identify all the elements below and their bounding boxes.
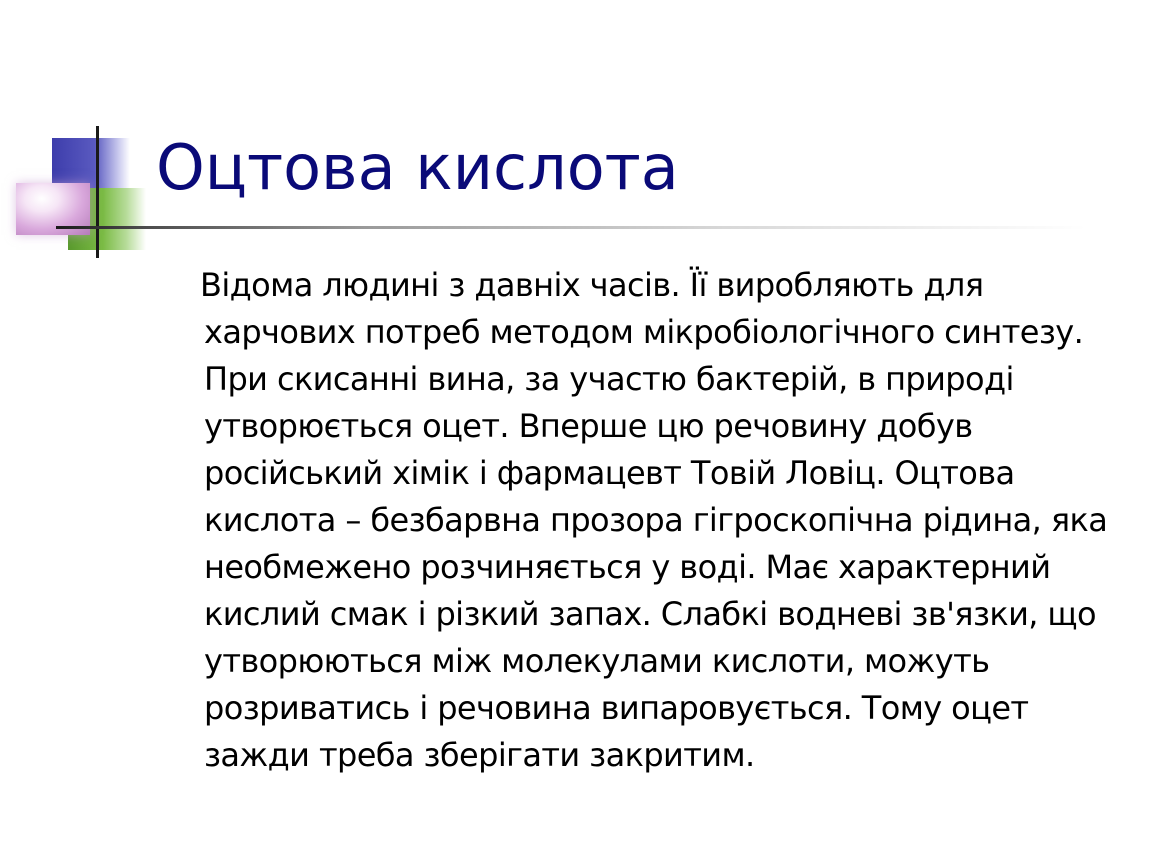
title-underline <box>56 226 1086 229</box>
slide-body-text: Відома людині з давніх часів. Її виробляють для харчових потреб методом мікробіологічного синтезу. При скисанні вина, за участю бактерій, в природі утворюється оцет. Вперше цю речовину добув російський хімік і фармацевт Товій Ловіц. Оцтова кислота – безбарвна прозора гігроскопічна рідина, яка необмежено розчиняється у воді. Має характерний кислий смак і різкий запах. Слабкі водневі зв'язки, що утворюються між молекулами кислоти, можуть розриватись і речовина випаровується. Тому оцет зажди треба зберігати закритим. <box>200 266 1108 774</box>
slide-title: Оцтова кислота <box>156 131 679 204</box>
decorative-vertical-line <box>96 126 99 258</box>
